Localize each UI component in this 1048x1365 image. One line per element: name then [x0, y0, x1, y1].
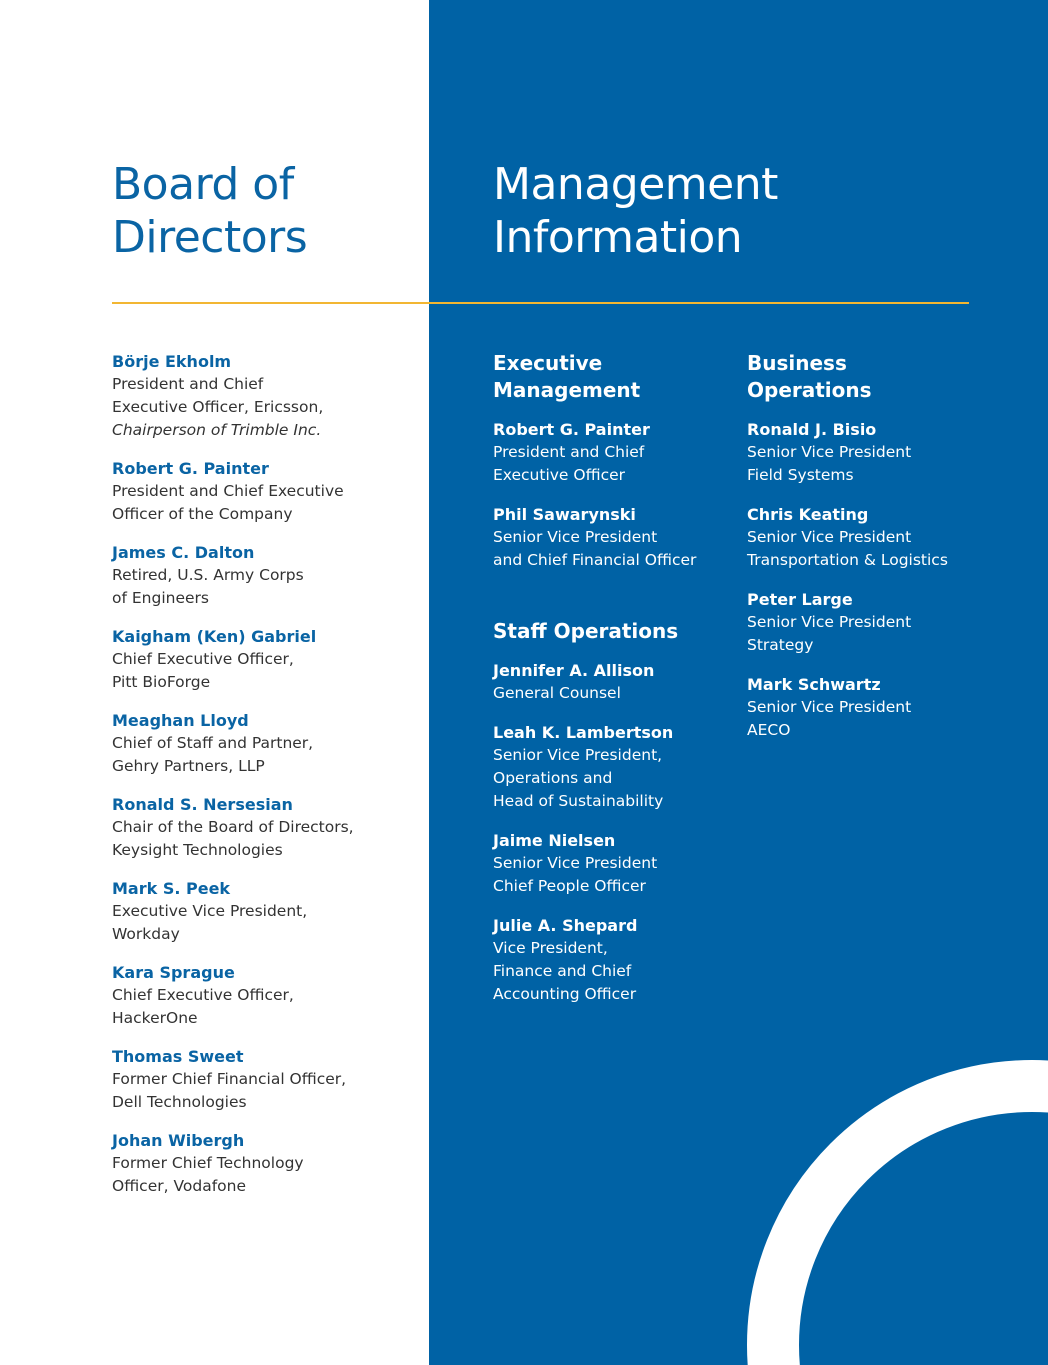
business-leader-title-line: Strategy	[747, 636, 814, 654]
member-title	[112, 648, 412, 694]
member-title	[112, 373, 412, 419]
board-member	[112, 961, 412, 1030]
executive	[493, 418, 733, 487]
member-title-line: Keysight Technologies	[112, 841, 283, 859]
business-leader-title-line: Field Systems	[747, 466, 854, 484]
member-title-line: Chief Executive Officer,	[112, 650, 294, 668]
member-title	[112, 480, 412, 526]
board-member	[112, 793, 412, 862]
staff-title-line: Operations and	[493, 769, 613, 787]
business-leader-name: Ronald J. Bisio	[747, 420, 877, 439]
executive-title-line: President and Chief	[493, 443, 645, 461]
business-leader-name: Mark Schwartz	[747, 675, 881, 694]
executive-management-section	[493, 350, 733, 588]
business-leader-title	[747, 696, 987, 742]
staff-title	[493, 744, 733, 813]
staff-title-line: Head of Sustainability	[493, 792, 664, 810]
staff-title	[493, 937, 733, 1006]
member-title	[112, 816, 412, 862]
member-title-line: Chair of the Board of Directors,	[112, 818, 354, 836]
section-title: Staff Operations	[493, 619, 679, 643]
business-leader-name: Peter Large	[747, 590, 853, 609]
staff-title-line: Accounting Officer	[493, 985, 637, 1003]
board-member-list	[112, 350, 412, 1213]
management-heading-line1: Management	[493, 159, 778, 210]
member-title-line: Workday	[112, 925, 180, 943]
board-member	[112, 709, 412, 778]
member-note: Chairperson of Trimble Inc.	[112, 421, 322, 439]
board-member	[112, 457, 412, 526]
staff-member	[493, 829, 733, 898]
member-name: Kara Sprague	[112, 963, 235, 982]
member-title-line: Officer of the Company	[112, 505, 293, 523]
member-title-line: Former Chief Technology	[112, 1154, 304, 1172]
business-leader-title	[747, 441, 987, 487]
staff-name: Julie A. Shepard	[493, 916, 638, 935]
executive-name: Phil Sawarynski	[493, 505, 636, 524]
staff-title-line: Finance and Chief	[493, 962, 632, 980]
staff-name: Jennifer A. Allison	[493, 661, 655, 680]
staff-name: Leah K. Lambertson	[493, 723, 674, 742]
member-title-line: Chief Executive Officer,	[112, 986, 294, 1004]
business-leader-title-line: AECO	[747, 721, 791, 739]
member-name: Robert G. Painter	[112, 459, 269, 478]
member-title	[112, 564, 412, 610]
member-title	[112, 984, 412, 1030]
board-member	[112, 625, 412, 694]
staff-title-line: Vice President,	[493, 939, 608, 957]
member-title-line: Gehry Partners, LLP	[112, 757, 265, 775]
business-leader-name: Chris Keating	[747, 505, 869, 524]
board-heading-line2: Directors	[112, 212, 308, 263]
member-title-line: of Engineers	[112, 589, 209, 607]
member-name: Mark S. Peek	[112, 879, 231, 898]
staff-title-line: Senior Vice President	[493, 854, 658, 872]
section-title-line: Business	[747, 351, 847, 375]
section-title-line: Executive	[493, 351, 603, 375]
member-title-line: Officer, Vodafone	[112, 1177, 246, 1195]
section-title-line: Operations	[747, 378, 872, 402]
management-heading-line2: Information	[493, 212, 743, 263]
staff-title-line: General Counsel	[493, 684, 621, 702]
member-name: Börje Ekholm	[112, 352, 232, 371]
board-member	[112, 877, 412, 946]
staff-title-line: Senior Vice President,	[493, 746, 663, 764]
staff-title-line: Chief People Officer	[493, 877, 646, 895]
board-member	[112, 350, 412, 442]
section-title	[493, 350, 733, 404]
staff-operations-section	[493, 618, 733, 1022]
divider-rule	[112, 302, 969, 304]
member-title	[112, 1152, 412, 1198]
member-name: Kaigham (Ken) Gabriel	[112, 627, 317, 646]
staff-member	[493, 659, 733, 705]
staff-title	[493, 852, 733, 898]
executive-name: Robert G. Painter	[493, 420, 650, 439]
member-title-line: Former Chief Financial Officer,	[112, 1070, 347, 1088]
section-title-line: Management	[493, 378, 641, 402]
member-title	[112, 1068, 412, 1114]
member-name: Meaghan Lloyd	[112, 711, 249, 730]
executive	[493, 503, 733, 572]
business-leader-title-line: Transportation & Logistics	[747, 551, 948, 569]
business-leader-title-line: Senior Vice President	[747, 528, 912, 546]
member-title-line: HackerOne	[112, 1009, 198, 1027]
member-title	[112, 732, 412, 778]
board-heading	[112, 158, 412, 264]
business-leader	[747, 588, 987, 657]
member-title-line: Dell Technologies	[112, 1093, 247, 1111]
staff-member	[493, 721, 733, 813]
section-title	[747, 350, 987, 404]
management-heading	[493, 158, 893, 264]
executive-title	[493, 441, 733, 487]
staff-name: Jaime Nielsen	[493, 831, 616, 850]
member-name: Ronald S. Nersesian	[112, 795, 293, 814]
member-title	[112, 900, 412, 946]
board-heading-line1: Board of	[112, 159, 294, 210]
member-title-line: Executive Vice President,	[112, 902, 308, 920]
business-leader	[747, 673, 987, 742]
member-name: James C. Dalton	[112, 543, 255, 562]
business-leader-title-line: Senior Vice President	[747, 613, 912, 631]
staff-title	[493, 682, 733, 705]
member-title-line: Chief of Staff and Partner,	[112, 734, 314, 752]
board-member	[112, 1129, 412, 1198]
staff-member	[493, 914, 733, 1006]
business-leader-title-line: Senior Vice President	[747, 698, 912, 716]
business-leader	[747, 503, 987, 572]
member-title-line: President and Chief	[112, 375, 264, 393]
member-title-line: Executive Officer, Ericsson,	[112, 398, 324, 416]
executive-title-line: Executive Officer	[493, 466, 626, 484]
executive-title-line: and Chief Financial Officer	[493, 551, 697, 569]
decorative-arc	[747, 1060, 1048, 1365]
executive-title	[493, 526, 733, 572]
member-title-line: Pitt BioForge	[112, 673, 211, 691]
member-name: Thomas Sweet	[112, 1047, 244, 1066]
member-title-line: Retired, U.S. Army Corps	[112, 566, 304, 584]
executive-title-line: Senior Vice President	[493, 528, 658, 546]
business-operations-section	[747, 350, 987, 758]
board-member	[112, 541, 412, 610]
board-member	[112, 1045, 412, 1114]
business-leader-title-line: Senior Vice President	[747, 443, 912, 461]
business-leader-title	[747, 526, 987, 572]
member-name: Johan Wibergh	[112, 1131, 245, 1150]
business-leader	[747, 418, 987, 487]
business-leader-title	[747, 611, 987, 657]
member-title-line: President and Chief Executive	[112, 482, 344, 500]
